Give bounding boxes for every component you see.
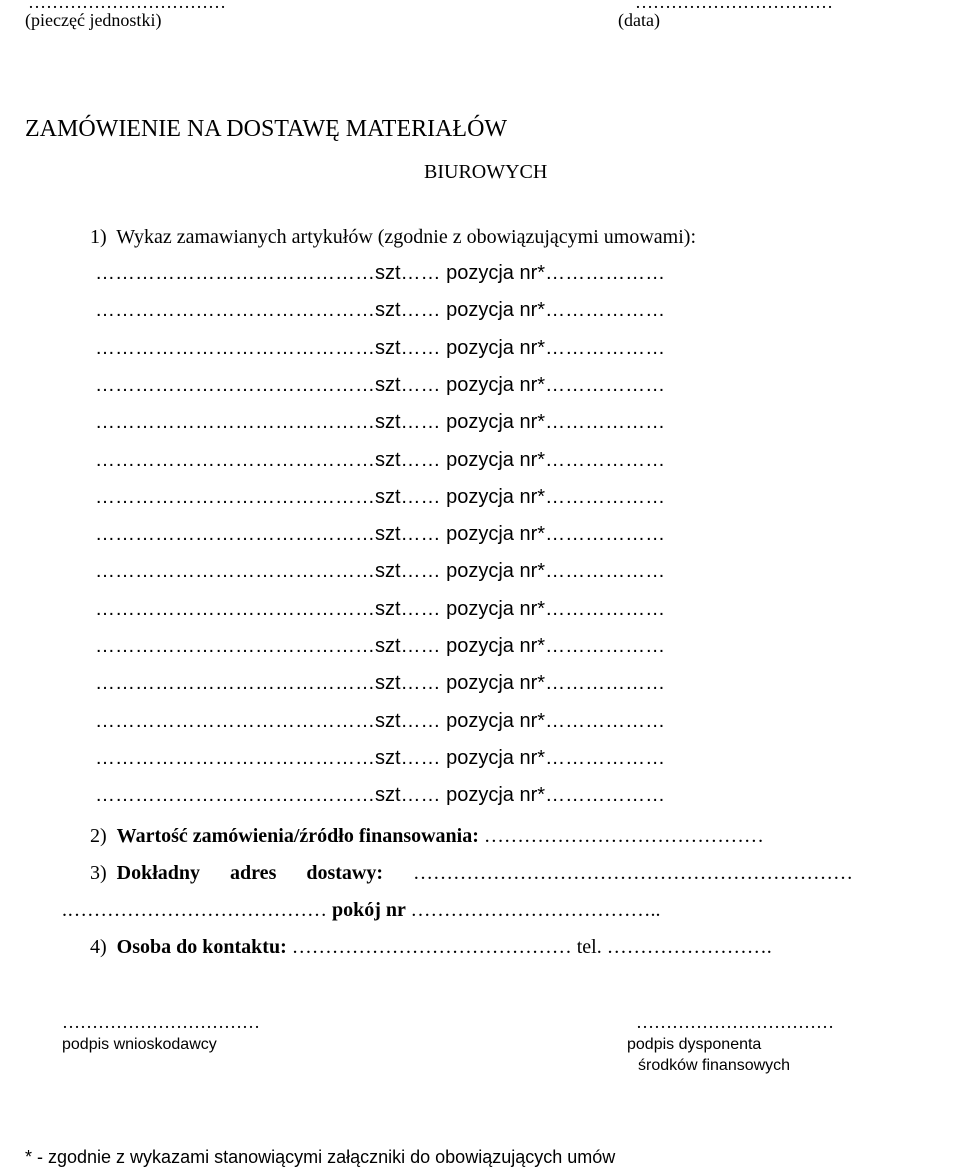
document-title: ZAMÓWIENIE NA DOSTAWĘ MATERIAŁÓW [25, 116, 508, 142]
room-label: pokój nr [327, 899, 411, 921]
item-row [95, 747, 665, 770]
section-3 [90, 862, 853, 885]
date-label: (data) [618, 10, 660, 30]
item-unit: szt…… [375, 262, 441, 284]
item-position-label: pozycja nr* [440, 635, 546, 657]
item-qty-dots: …………………………………… [95, 709, 375, 732]
item-row [95, 784, 665, 807]
item-unit: szt…… [375, 485, 441, 508]
item-unit: szt…… [375, 635, 441, 657]
item-position-dots: ……………… [545, 485, 666, 508]
item-row [95, 337, 665, 360]
item-position-label: pozycja nr* [440, 373, 546, 396]
document-title-line2: BIUROWYCH [424, 161, 548, 183]
item-qty-dots: …………………………………… [95, 299, 375, 322]
item-qty-dots: …………………………………… [95, 597, 375, 620]
item-position-label: pozycja nr* [440, 784, 546, 807]
item-unit: szt…… [375, 672, 441, 695]
section-3-label-word1: Dokładny [116, 862, 201, 884]
item-position-dots: ……………… [545, 523, 666, 546]
section-4-number: 4) [90, 936, 107, 958]
item-position-label: pozycja nr* [440, 262, 546, 284]
tel-dots: ……………………. [606, 936, 772, 958]
signature-left-dots: …………………………… [62, 1012, 260, 1032]
item-position-label: pozycja nr* [440, 560, 546, 583]
item-row [95, 299, 665, 322]
item-position-label: pozycja nr* [440, 411, 546, 434]
item-row [95, 486, 665, 509]
item-position-dots: ……………… [545, 560, 666, 583]
item-row [95, 262, 665, 285]
item-row [95, 449, 665, 472]
item-position-label: pozycja nr* [440, 672, 546, 695]
item-unit: szt…… [375, 299, 441, 322]
item-row [95, 411, 665, 434]
item-position-label: pozycja nr* [440, 485, 546, 508]
section-4-label: Osoba do kontaktu: [116, 936, 287, 958]
stamp-dots: …………………………… [28, 0, 226, 12]
section-2 [90, 825, 764, 848]
stamp-label: (pieczęć jednostki) [25, 10, 162, 30]
item-row [95, 560, 665, 583]
item-position-dots: ……………… [545, 411, 666, 434]
item-qty-dots: …………………………………… [95, 635, 375, 657]
section-3-line2-dots: .………………………………… [62, 899, 327, 921]
signature-right-label-1: podpis dysponenta [627, 1036, 762, 1053]
item-position-label: pozycja nr* [440, 448, 546, 471]
signature-left-label: podpis wnioskodawcy [62, 1036, 217, 1053]
item-row [95, 374, 665, 397]
section-3-label-word2: adres [230, 862, 277, 884]
item-position-dots: ……………… [545, 672, 666, 695]
item-position-label: pozycja nr* [440, 709, 546, 732]
item-qty-dots: …………………………………… [95, 448, 375, 471]
section-4 [90, 936, 772, 959]
item-qty-dots: …………………………………… [95, 411, 375, 434]
section-3-number: 3) [90, 862, 107, 884]
section-3-dots: ………………………………………………………… [413, 862, 854, 884]
item-position-dots: ……………… [545, 597, 666, 620]
item-position-dots: ……………… [545, 299, 666, 322]
item-position-label: pozycja nr* [440, 336, 546, 359]
section-3-label-word3: dostawy: [306, 862, 384, 884]
item-position-dots: ……………… [545, 746, 666, 769]
section-2-dots: …………………………………… [483, 825, 764, 847]
item-unit: szt…… [375, 336, 441, 359]
item-position-label: pozycja nr* [440, 299, 546, 322]
item-unit: szt…… [375, 560, 441, 583]
section-3-line2 [62, 899, 661, 922]
item-row [95, 598, 665, 621]
item-qty-dots: …………………………………… [95, 746, 375, 769]
item-qty-dots: …………………………………… [95, 672, 375, 695]
signature-right-label-2: środków finansowych [638, 1057, 791, 1074]
item-position-dots: ……………… [545, 336, 666, 359]
item-unit: szt…… [375, 411, 441, 434]
item-row [95, 523, 665, 546]
item-row [95, 710, 665, 733]
item-unit: szt…… [375, 373, 441, 396]
item-position-label: pozycja nr* [440, 523, 546, 546]
item-unit: szt…… [375, 709, 441, 732]
tel-label: tel. [571, 936, 607, 958]
room-dots: ……………………………….. [410, 899, 661, 921]
item-unit: szt…… [375, 448, 441, 471]
item-position-dots: ……………… [545, 784, 666, 807]
footnote: * - zgodnie z wykazami stanowiącymi załączniki do obowiązujących umów [25, 1147, 616, 1167]
item-position-label: pozycja nr* [440, 746, 546, 769]
item-unit: szt…… [375, 597, 441, 620]
date-dots: …………………………… [635, 0, 833, 12]
item-position-dots: ……………… [545, 262, 666, 284]
item-unit: szt…… [375, 746, 441, 769]
signature-right-dots: …………………………… [636, 1012, 834, 1032]
item-qty-dots: …………………………………… [95, 784, 375, 807]
item-qty-dots: …………………………………… [95, 336, 375, 359]
section-1-heading: 1) Wykaz zamawianych artykułów (zgodnie z obowiązującymi umowami): [90, 226, 696, 248]
item-unit: szt…… [375, 523, 441, 546]
item-qty-dots: …………………………………… [95, 373, 375, 396]
item-position-dots: ……………… [545, 373, 666, 396]
item-position-dots: ……………… [545, 635, 666, 657]
section-2-number: 2) [90, 825, 107, 847]
item-qty-dots: …………………………………… [95, 485, 375, 508]
item-qty-dots: …………………………………… [95, 262, 375, 284]
item-qty-dots: …………………………………… [95, 560, 375, 583]
item-qty-dots: …………………………………… [95, 523, 375, 546]
item-position-label: pozycja nr* [440, 597, 546, 620]
item-row [95, 635, 665, 658]
item-unit: szt…… [375, 784, 441, 807]
item-row [95, 672, 665, 695]
item-position-dots: ……………… [545, 448, 666, 471]
item-position-dots: ……………… [545, 709, 666, 732]
section-2-label: Wartość zamówienia/źródło finansowania: [116, 825, 479, 847]
section-4-dots: …………………………………… [291, 936, 572, 958]
